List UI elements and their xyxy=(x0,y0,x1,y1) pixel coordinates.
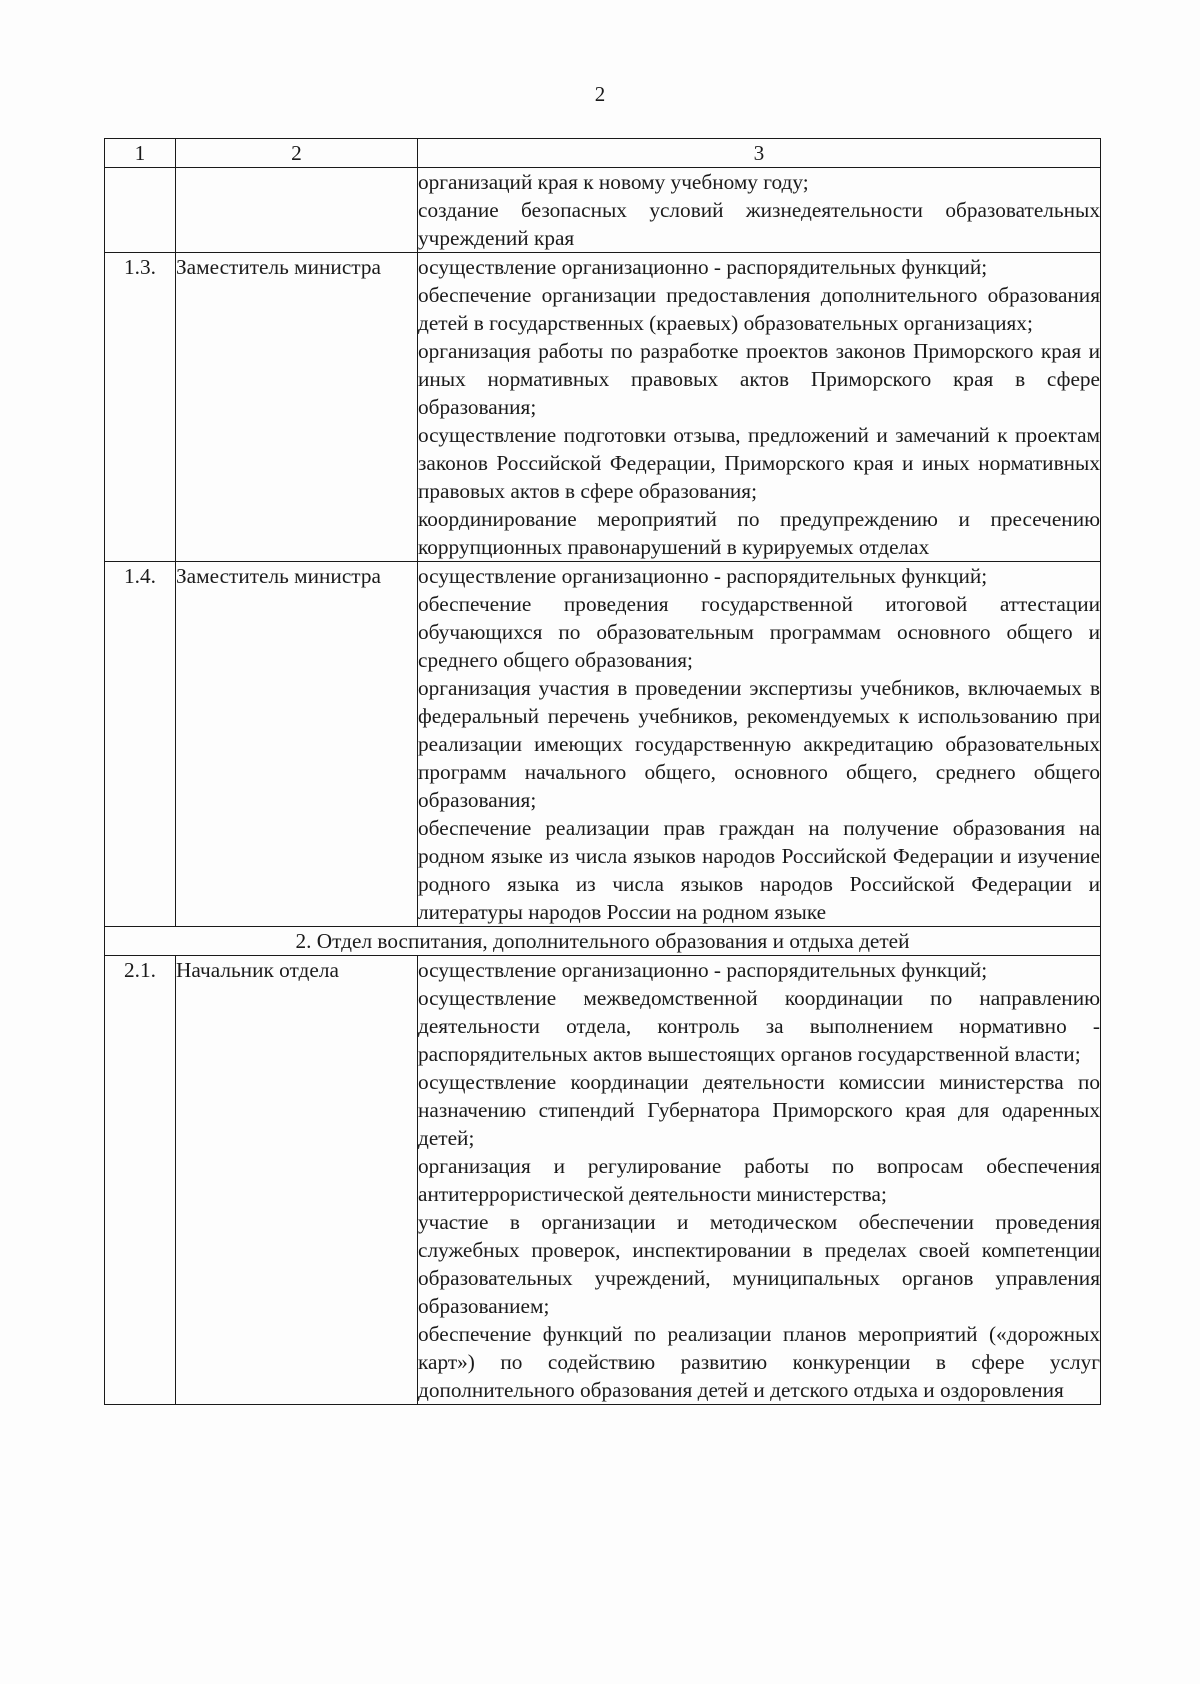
row-duties xyxy=(418,956,1101,1405)
duty-item: организация работы по разработке проектов законов Приморского края и иных нормативных правовых актов Приморского края в сфере образования; xyxy=(418,339,1100,419)
page-number: 2 xyxy=(594,82,606,106)
row-position: Заместитель министра xyxy=(176,562,418,927)
section-heading-row xyxy=(105,927,1101,956)
row-duties xyxy=(418,168,1101,253)
duty-item: осуществление подготовки отзыва, предложений и замечаний к проектам законов Российской Федерации, Приморского края и иных нормативных правовых актов в сфере образования; xyxy=(418,423,1100,503)
duties-table xyxy=(104,138,1101,1405)
table-row-1-4 xyxy=(105,562,1101,927)
duty-item: организация и регулирование работы по вопросам обеспечения антитеррористической деятельности министерства; xyxy=(418,1154,1100,1206)
duty-item: обеспечение реализации прав граждан на получение образования на родном языке из числа языков народов Российской Федерации и изучение родного языка из числа языков народов Российской Федерации и литературы народов России на родном языке xyxy=(418,816,1100,924)
duty-item: участие в организации и методическом обеспечении проведения служебных проверок, инспектировании в пределах своей компетенции образовательных учреждений, муниципальных органов управления образованием; xyxy=(418,1210,1100,1318)
column-header-1: 1 xyxy=(105,139,176,168)
duty-item: организация участия в проведении экспертизы учебников, включаемых в федеральный перечень учебников, рекомендуемых к использованию при реализации имеющих государственную аккредитацию образовательных программ начального общего, основного общего, среднего общего образования; xyxy=(418,676,1100,812)
row-position: Начальник отдела xyxy=(176,956,418,1405)
row-duties xyxy=(418,253,1101,562)
duty-item: осуществление организационно - распорядительных функций; xyxy=(418,564,988,588)
column-header-2: 2 xyxy=(176,139,418,168)
row-duties xyxy=(418,562,1101,927)
duty-item: осуществление организационно - распорядительных функций; xyxy=(418,958,988,982)
duty-item: создание безопасных условий жизнедеятельности образовательных учреждений края xyxy=(418,198,1100,250)
duty-item: осуществление координации деятельности комиссии министерства по назначению стипендий Губернатора Приморского края для одаренных детей; xyxy=(418,1070,1100,1150)
duty-item: обеспечение функций по реализации планов мероприятий («дорожных карт») по содействию развитию конкуренции в сфере услуг дополнительного образования детей и детского отдыха и оздоровления xyxy=(418,1322,1100,1402)
duty-item: обеспечение проведения государственной итоговой аттестации обучающихся по образовательным программам основного общего и среднего общего образования; xyxy=(418,592,1100,672)
duty-item: осуществление межведомственной координации по направлению деятельности отдела, контроль за выполнением нормативно - распорядительных актов вышестоящих органов государственной власти; xyxy=(418,986,1100,1066)
section-title: 2. Отдел воспитания, дополнительного образования и отдыха детей xyxy=(105,927,1101,956)
duty-item: организаций края к новому учебному году; xyxy=(418,170,809,194)
table-row-2-1 xyxy=(105,956,1101,1405)
table-row-1-3 xyxy=(105,253,1101,562)
column-header-3: 3 xyxy=(418,139,1101,168)
row-number xyxy=(105,168,176,253)
row-number: 1.4. xyxy=(105,562,176,927)
header-row xyxy=(105,139,1101,168)
row-position: Заместитель министра xyxy=(176,253,418,562)
table-row-continuation xyxy=(105,168,1101,253)
row-number: 2.1. xyxy=(105,956,176,1405)
row-number: 1.3. xyxy=(105,253,176,562)
duty-item: координирование мероприятий по предупреждению и пресечению коррупционных правонарушений в курируемых отделах xyxy=(418,507,1100,559)
duty-item: осуществление организационно - распорядительных функций; xyxy=(418,255,988,279)
duty-item: обеспечение организации предоставления дополнительного образования детей в государственных (краевых) образовательных организациях; xyxy=(418,283,1100,335)
row-position xyxy=(176,168,418,253)
